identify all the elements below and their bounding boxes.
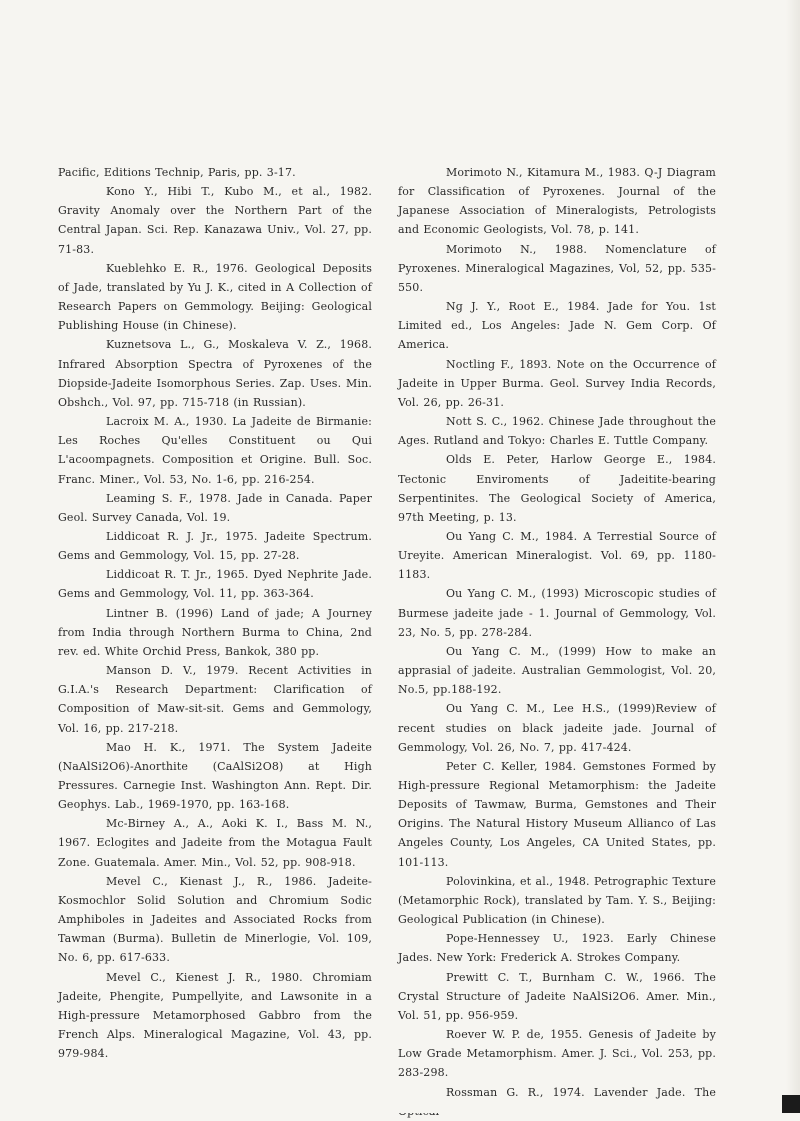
reference-entry: Manson D. V., 1979. Recent Activities in G.I.A.'s Research Department: Clarification of Composition of Maw-sit-sit. Gems and Gemmology, Vol. 16, pp. 217-218.: [58, 664, 372, 735]
reference-entry: Mao H. K., 1971. The System Jadeite (NaAlSi2O6)-Anorthite (CaAlSi2O8) at High Pressures. Carnegie Inst. Washington Ann. Rept. Dir. Geophys. Lab., 1969-1970, pp. 163-168.: [58, 740, 372, 812]
reference-entry: Morimoto N., Kitamura M., 1983. Q-J Diagram for Classification of Pyroxenes. Journal of the Japanese Association of Mineralogists, Petrologists and Economic Geologists, Vol. 78, p. 141.: [398, 166, 716, 237]
reference-entry: Kueblehko E. R., 1976. Geological Deposits of Jade, translated by Yu J. K., cited in A Collection of Research Papers on Gemmology. Beijing: Geological Publishing House (in Chinese).: [58, 261, 372, 333]
reference-entry: Nott S. C., 1962. Chinese Jade throughout the Ages. Rutland and Tokyo: Charles E. Tuttle Company.: [398, 415, 716, 448]
reference-entry: Pope-Hennessey U., 1923. Early Chinese Jades. New York: Frederick A. Strokes Company.: [398, 932, 716, 965]
reference-entry: Liddicoat R. J. Jr., 1975. Jadeite Spectrum. Gems and Gemmology, Vol. 15, pp. 27-28.: [58, 529, 372, 563]
reference-entry: Mevel C., Kienest J. R., 1980. Chromiam Jadeite, Phengite, Pumpellyite, and Lawsonite in a High-pressure Metamorphosed Gabbro from the French Alps. Mineralogical Magazine, Vol. 43, pp. 979-984.: [58, 970, 372, 1061]
reference-entry: Prewitt C. T., Burnham C. W., 1966. The Crystal Structure of Jadeite NaAlSi2O6. Amer. Min., Vol. 51, pp. 956-959.: [398, 970, 716, 1022]
reference-entry: Pacific, Editions Technip, Paris, pp. 3-17.: [58, 166, 296, 179]
reference-entry: Olds E. Peter, Harlow George E., 1984. Tectonic Enviroments of Jadeitite-bearing Serpentinites. The Geological Society of America, 97th Meeting, p. 13.: [398, 453, 716, 524]
reference-entry: Lacroix M. A., 1930. La Jadeite de Birmanie: Les Roches Qu'elles Constituent ou Qui L'acoompagnets. Composition et Origine. Bull. Soc. Franc. Miner., Vol. 53, No. 1-6, pp. 216-254.: [58, 415, 372, 486]
reference-entry: Ou Yang C. M., (1999) How to make an apprasial of jadeite. Australian Gemmologist, Vol. 20, No.5, pp.188-192.: [398, 644, 716, 697]
reference-entry: Kono Y., Hibi T., Kubo M., et al., 1982. Gravity Anomaly over the Northern Part of the Central Japan. Sci. Rep. Kanazawa Univ., Vol. 27, pp. 71-83.: [58, 185, 372, 256]
reference-entry: Peter C. Keller, 1984. Gemstones Formed by High-pressure Regional Metamorphism: the Jadeite Deposits of Tawmaw, Burma, Gemstones and Their Origins. The Natural History Museum Allianco of Las Angeles County, Los Angeles, CA United States, pp. 101-113.: [398, 759, 716, 869]
reference-entry: Ou Yang C. M., Lee H.S., (1999)Review of recent studies on black jadeite jade. Journal of Gemmology, Vol. 26, No. 7, pp. 417-424.: [398, 702, 716, 754]
references-left-column: [58, 163, 372, 1063]
page-bottom-edge: [0, 1105, 800, 1113]
page-edge-shadow: [786, 0, 800, 1113]
reference-entry: Liddicoat R. T. Jr., 1965. Dyed Nephrite Jade. Gems and Gemmology, Vol. 11, pp. 363-364.: [58, 568, 372, 601]
reference-entry: Leaming S. F., 1978. Jade in Canada. Paper Geol. Survey Canada, Vol. 19.: [58, 491, 372, 524]
scan-corner-mark: [782, 1095, 800, 1113]
reference-entry: Noctling F., 1893. Note on the Occurrence of Jadeite in Upper Burma. Geol. Survey India Records, Vol. 26, pp. 26-31.: [398, 357, 716, 409]
reference-entry: Polovinkina, et al., 1948. Petrographic Texture (Metamorphic Rock), translated by Tam. Y. S., Beijing: Geological Publication (in Chinese).: [398, 874, 716, 927]
reference-entry: Mc-Birney A., A., Aoki K. I., Bass M. N., 1967. Eclogites and Jadeite from the Motagua Fault Zone. Guatemala. Amer. Min., Vol. 52, pp. 908-918.: [58, 817, 372, 869]
reference-entry: Ou Yang C. M., (1993) Microscopic studies of Burmese jadeite jade - 1. Journal of Gemmology, Vol. 23, No. 5, pp. 278-284.: [398, 587, 716, 639]
references-right-column: [398, 163, 716, 1121]
reference-entry: Kuznetsova L., G., Moskaleva V. Z., 1968. Infrared Absorption Spectra of Pyroxenes of the Diopside-Jadeite Isomorphous Series. Zap. Uses. Min. Obshch., Vol. 97, pp. 715-718 (in Russian).: [58, 338, 372, 409]
reference-entry: Rossman G. R., 1974. Lavender Jade. The: [446, 1085, 716, 1099]
reference-entry: Ou Yang C. M., 1984. A Terrestial Source of Ureyite. American Mineralogist. Vol. 69, pp. 1180-1183.: [398, 529, 716, 582]
reference-entry: Mevel C., Kienast J., R., 1986. Jadeite-Kosmochlor Solid Solution and Chromium Sodic Amphiboles in Jadeites and Associated Rocks from Tawman (Burma). Bulletin de Minerlogie, Vol. 109, No. 6, pp. 617-633.: [58, 874, 372, 965]
reference-entry: Lintner B. (1996) Land of jade; A Journey from India through Northern Burma to China, 2nd rev. ed. White Orchid Press, Bankok, 380 pp.: [58, 606, 372, 658]
reference-entry: Morimoto N., 1988. Nomenclature of Pyroxenes. Mineralogical Magazines, Vol, 52, pp. 535-550.: [398, 242, 716, 294]
reference-entry: Roever W. P. de, 1955. Genesis of Jadeite by Low Grade Metamorphism. Amer. J. Sci., Vol. 253, pp. 283-298.: [398, 1028, 716, 1080]
reference-entry: Ng J. Y., Root E., 1984. Jade for You. 1st Limited ed., Los Angeles: Jade N. Gem Corp. Of America.: [398, 300, 716, 352]
